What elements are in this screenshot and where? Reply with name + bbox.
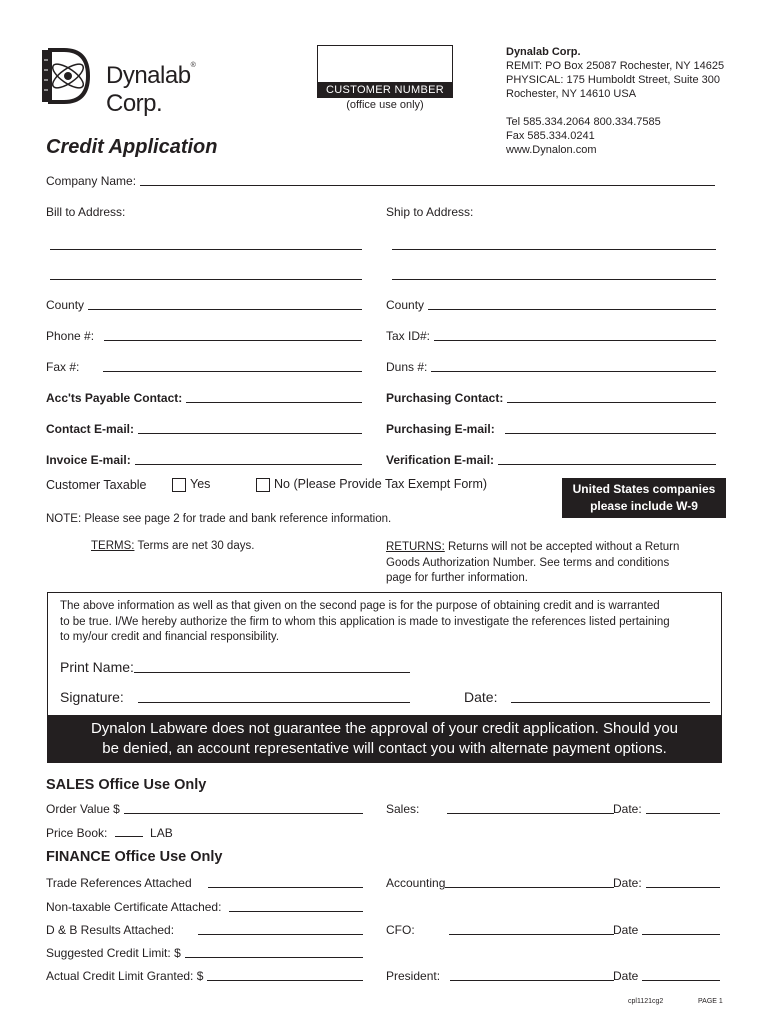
phone-field[interactable] <box>104 330 362 341</box>
cfo-field[interactable] <box>449 924 614 935</box>
page-number: PAGE 1 <box>698 998 723 1005</box>
non-taxable-row <box>46 900 363 914</box>
ship-address-line-2[interactable] <box>392 268 716 280</box>
print-name-row <box>60 659 410 675</box>
president-row <box>386 969 614 983</box>
trade-refs-field[interactable] <box>208 877 363 888</box>
contact-email-row <box>46 422 362 436</box>
suggested-limit-label: Suggested Credit Limit: $ <box>46 946 181 960</box>
fax-row <box>46 360 362 374</box>
sales-field[interactable] <box>447 803 614 814</box>
accounting-label: Accounting <box>386 876 446 890</box>
invoice-email-row <box>46 453 362 467</box>
date-label: Date: <box>464 689 498 705</box>
bill-address-line-2[interactable] <box>50 268 362 280</box>
tax-id-field[interactable] <box>434 330 716 341</box>
sales-row <box>386 802 614 816</box>
price-book-row <box>46 825 173 840</box>
purchasing-email-row <box>386 422 716 436</box>
date-field[interactable] <box>511 692 710 703</box>
taxable-no-label: No (Please Provide Tax Exempt Form) <box>274 477 488 491</box>
returns-line-1: Returns will not be accepted without a Return <box>444 541 680 553</box>
president-date-label: Date <box>613 969 639 983</box>
accounting-row <box>386 876 614 890</box>
taxable-no-option <box>256 477 487 492</box>
county-right-field[interactable] <box>428 299 716 310</box>
cfo-date-field[interactable] <box>642 924 720 935</box>
dynalab-logo-icon <box>40 46 92 104</box>
authorization-frame <box>47 592 722 717</box>
cfo-date-row <box>613 923 720 937</box>
office-use-note: (office use only) <box>346 99 424 111</box>
terms-text <box>91 540 254 552</box>
verification-email-row <box>386 453 716 467</box>
signature-field[interactable] <box>138 692 410 703</box>
page-title: Credit Application <box>46 136 218 158</box>
tax-id-row <box>386 329 716 343</box>
price-book-label: Price Book: <box>46 826 108 840</box>
verification-email-field[interactable] <box>498 454 716 465</box>
terms-label: TERMS: <box>91 540 135 552</box>
order-value-label: Order Value $ <box>46 802 120 816</box>
remit-address: REMIT: PO Box 25087 Rochester, NY 14625 <box>506 60 725 72</box>
date-row <box>464 689 710 705</box>
print-name-label: Print Name: <box>60 659 134 675</box>
bill-address-line-1[interactable] <box>50 238 362 250</box>
taxable-yes-option <box>172 477 210 492</box>
accounting-date-label: Date: <box>613 876 642 890</box>
company-logo <box>40 46 250 117</box>
ship-to-label: Ship to Address: <box>386 205 474 219</box>
sales-date-row <box>613 802 720 816</box>
authorization-text <box>60 599 670 646</box>
telephone: Tel 585.334.2064 800.334.7585 <box>506 116 661 128</box>
taxable-yes-label: Yes <box>190 477 211 491</box>
price-book-field[interactable] <box>115 825 143 837</box>
county-right-label: County <box>386 298 425 312</box>
company-name-field[interactable] <box>140 175 715 186</box>
sales-date-label: Date: <box>613 802 642 816</box>
fax-label: Fax #: <box>46 360 80 374</box>
logo-wordmark: Dynalab® Corp. <box>106 62 196 117</box>
suggested-limit-row <box>46 946 363 960</box>
accounting-date-row <box>613 876 720 890</box>
db-results-field[interactable] <box>198 924 363 935</box>
cfo-label: CFO: <box>386 923 415 937</box>
db-results-row <box>46 923 363 937</box>
fax-number: Fax 585.334.0241 <box>506 130 595 142</box>
accts-payable-field[interactable] <box>186 392 362 403</box>
verification-email-label: Verification E-mail: <box>386 453 495 467</box>
authorization-line-2: to be true. I/We hereby authorize the firm to whom this application is made to investigate the references listed pertaining <box>60 615 670 628</box>
company-name-row <box>46 174 715 188</box>
phone-label: Phone #: <box>46 329 95 343</box>
fax-field[interactable] <box>103 361 362 372</box>
trade-refs-label: Trade References Attached <box>46 876 192 890</box>
president-date-field[interactable] <box>642 970 720 981</box>
purchasing-contact-field[interactable] <box>507 392 716 403</box>
taxable-yes-checkbox[interactable] <box>172 478 186 492</box>
cfo-date-label: Date <box>613 923 639 937</box>
accts-payable-label: Acc'ts Payable Contact: <box>46 391 183 405</box>
ship-address-line-1[interactable] <box>392 238 716 250</box>
returns-label: RETURNS: <box>386 541 445 553</box>
actual-limit-row <box>46 969 363 983</box>
purchasing-email-field[interactable] <box>505 423 716 434</box>
returns-line-3: page for further information. <box>386 572 528 584</box>
purchasing-contact-row <box>386 391 716 405</box>
physical-address: PHYSICAL: 175 Humboldt Street, Suite 300 <box>506 74 721 86</box>
bill-to-label: Bill to Address: <box>46 205 126 219</box>
county-left-label: County <box>46 298 85 312</box>
authorization-line-1: The above information as well as that given on the second page is for the purpose of obtaining credit and is warranted <box>60 600 660 612</box>
signature-row <box>60 689 410 705</box>
suggested-limit-field[interactable] <box>185 947 363 958</box>
customer-number-box <box>317 45 453 111</box>
city-address: Rochester, NY 14610 USA <box>506 88 637 100</box>
company-address <box>506 45 724 157</box>
trade-refs-row <box>46 876 363 890</box>
duns-row <box>386 360 716 374</box>
invoice-email-label: Invoice E-mail: <box>46 453 131 467</box>
actual-limit-field[interactable] <box>207 970 363 981</box>
form-code: cpl1121cg2 <box>628 998 664 1005</box>
print-name-field[interactable] <box>134 662 410 673</box>
non-taxable-field[interactable] <box>229 901 363 912</box>
finance-section-title: FINANCE Office Use Only <box>46 849 223 865</box>
phone-row <box>46 329 362 343</box>
county-left-field[interactable] <box>88 299 362 310</box>
president-label: President: <box>386 969 441 983</box>
authorization-line-3: to my/our credit and financial responsibility. <box>60 631 280 643</box>
returns-line-2: Goods Authorization Number. See terms and conditions <box>386 556 670 569</box>
w9-notice-line-1: United States companies <box>572 482 716 496</box>
duns-field[interactable] <box>431 361 716 372</box>
customer-taxable-label: Customer Taxable <box>46 478 147 492</box>
company-name-label: Company Name: <box>46 174 137 188</box>
contact-email-field[interactable] <box>138 423 362 434</box>
disclaimer-line-2: be denied, an account representative will contact you with alternate payment options. <box>102 740 667 757</box>
invoice-email-field[interactable] <box>135 454 362 465</box>
sales-label: Sales: <box>386 802 420 816</box>
taxable-no-checkbox[interactable] <box>256 478 270 492</box>
db-results-label: D & B Results Attached: <box>46 923 175 937</box>
disclaimer-line-1: Dynalon Labware does not guarantee the approval of your credit application. Should you <box>90 720 679 737</box>
purchasing-email-label: Purchasing E-mail: <box>386 422 495 436</box>
website: www.Dynalon.com <box>506 144 597 156</box>
president-field[interactable] <box>450 970 614 981</box>
lab-label: LAB <box>150 826 173 840</box>
actual-limit-label: Actual Credit Limit Granted: $ <box>46 969 204 983</box>
signature-label: Signature: <box>60 689 124 705</box>
returns-text <box>386 540 679 587</box>
duns-label: Duns #: <box>386 360 428 374</box>
w9-notice-line-2: please include W-9 <box>590 499 698 513</box>
reference-note: NOTE: Please see page 2 for trade and bank reference information. <box>46 513 392 525</box>
customer-number-field[interactable] <box>317 45 453 83</box>
company-name-text: Dynalab Corp. <box>506 46 581 58</box>
order-value-field[interactable] <box>124 803 363 814</box>
customer-taxable-row <box>46 478 147 492</box>
purchasing-contact-label: Purchasing Contact: <box>386 391 504 405</box>
county-left-row <box>46 298 362 312</box>
sales-date-field[interactable] <box>646 803 720 814</box>
order-value-row <box>46 802 363 816</box>
tax-id-label: Tax ID#: <box>386 329 431 343</box>
terms-body: Terms are net 30 days. <box>134 540 255 552</box>
accts-payable-row <box>46 391 362 405</box>
accounting-date-field[interactable] <box>646 877 720 888</box>
cfo-row <box>386 923 614 937</box>
non-taxable-label: Non-taxable Certificate Attached: <box>46 900 222 914</box>
president-date-row <box>613 969 720 983</box>
w9-notice <box>562 478 726 518</box>
accounting-field[interactable] <box>445 877 614 888</box>
approval-disclaimer <box>47 715 722 763</box>
contact-email-label: Contact E-mail: <box>46 422 135 436</box>
sales-section-title: SALES Office Use Only <box>46 777 207 793</box>
county-right-row <box>386 298 716 312</box>
customer-number-label: CUSTOMER NUMBER <box>317 83 453 98</box>
